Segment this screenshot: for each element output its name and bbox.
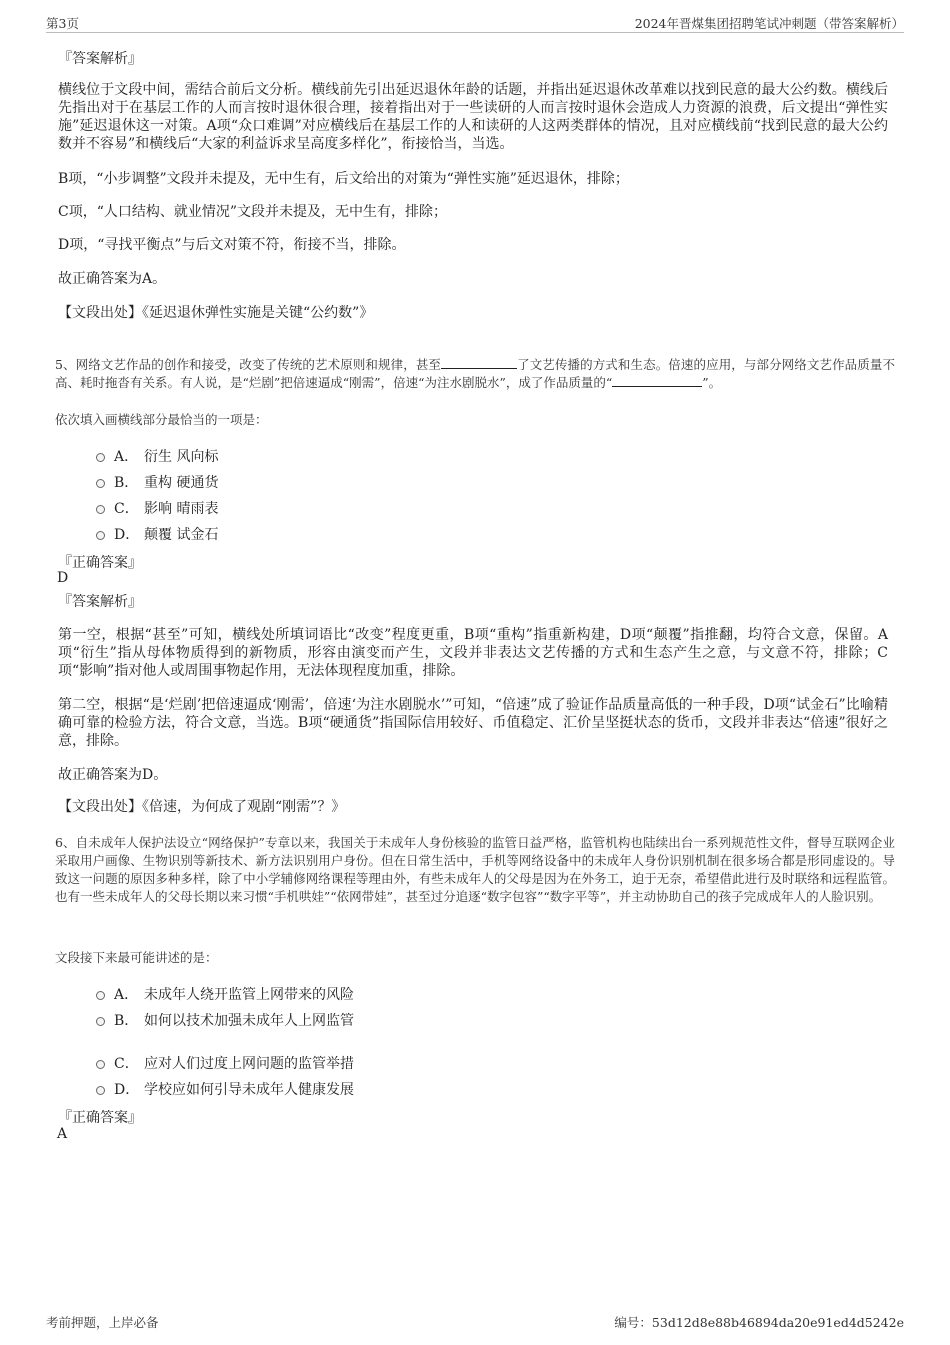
q4-option-b-note: B项，“小步调整”文段并未提及，无中生有，后文给出的对策为“弹性实施”延迟退休，排除；: [58, 171, 629, 187]
option-letter: C．: [114, 1056, 139, 1072]
q5-answer-title: 『正确答案』: [58, 555, 142, 571]
q5-option-d[interactable]: [96, 524, 218, 544]
q4-source: 【文段出处】《延迟退休弹性实施是关键“公约数”》: [58, 305, 374, 321]
radio-button[interactable]: [96, 991, 105, 1000]
q5-stem: [55, 356, 895, 392]
q4-analysis-text: 横线位于文段中间，需结合前后文分析。横线前先引出延迟退休年龄的话题，并指出延迟退休改革难以找到民意的最大公约数。横线后先指出对于在基层工作的人而言按时退休很合理，接着指出对于一些读研的人而言按时退休会造成人力资源的浪费，后文提出“弹性实施”延迟退休这一对策。A项“众口难调”对应横线后在基层工作的人和读研的人这两类群体的情况，且对应横线前“找到民意的最大公约数并不容易”和横线后“大家的利益诉求呈高度多样化”，衔接恰当，当选。: [58, 82, 888, 152]
q5-stem-part3: ”。: [702, 375, 722, 390]
option-letter: D．: [114, 527, 140, 543]
option-text: 未成年人绕开监管上网带来的风险: [144, 987, 354, 1003]
q5-option-a[interactable]: [96, 446, 218, 466]
q6-answer-title: 『正确答案』: [58, 1110, 142, 1126]
q5-blank-1[interactable]: [441, 356, 517, 369]
radio-button[interactable]: [96, 1060, 105, 1069]
q5-stem-part1: 5、网络文艺作品的创作和接受，改变了传统的艺术原则和规律，甚至: [55, 357, 442, 372]
q6-stem: 6、自未成年人保护法设立“网络保护”专章以来，我国关于未成年人身份核验的监管日益严格，监管机构也陆续出台一系列规范性文件，督导互联网企业采取用户画像、生物识别等新技术、新方法识别用户身份。但在日常生活中，手机等网络设备中的未成年人身份识别机制在很多场合都是形同虚设的。导致这一问题的原因多种多样，除了中小学辅修网络课程等理由外，有些未成年人的父母是因为在外务工，迫于无奈，希望借此进行及时联络和远程监管。也有一些未成年人的父母长期以来习惯“手机哄娃”“依网带娃”，甚至过分追逐“数字包容”“数字平等”，并主动协助自己的孩子完成成年人的人脸识别。: [55, 835, 895, 904]
option-letter: A．: [114, 987, 139, 1003]
page-number: 第3页: [46, 16, 79, 31]
q6-option-a[interactable]: [96, 984, 354, 1004]
q4-analysis-title: 『答案解析』: [58, 51, 142, 67]
radio-button[interactable]: [96, 505, 105, 514]
q5-analysis-title: 『答案解析』: [58, 594, 142, 610]
option-text: 学校应如何引导未成年人健康发展: [144, 1082, 354, 1098]
q5-source: 【文段出处】《倍速，为何成了观剧“刚需”？》: [58, 799, 346, 815]
option-text: 颠覆 试金石: [144, 527, 219, 543]
radio-button[interactable]: [96, 1086, 105, 1095]
q5-answer: D: [57, 570, 69, 586]
document-title: 2024年晋煤集团招聘笔试冲刺题（带答案解析）: [634, 16, 904, 31]
q4-conclusion: 故正确答案为A。: [58, 271, 167, 287]
radio-button[interactable]: [96, 1017, 105, 1026]
q6-answer: A: [57, 1126, 68, 1142]
q5-option-c[interactable]: [96, 498, 218, 518]
q5-option-b[interactable]: [96, 472, 218, 492]
option-letter: C．: [114, 501, 139, 517]
option-letter: B．: [114, 475, 139, 491]
option-text: 应对人们过度上网问题的监管举措: [144, 1056, 354, 1072]
option-letter: D．: [114, 1082, 140, 1098]
footer-slogan: 考前押题，上岸必备: [46, 1315, 159, 1330]
option-text: 如何以技术加强未成年人上网监管: [144, 1013, 354, 1029]
q5-blank-2[interactable]: [612, 374, 702, 387]
q5-prompt: 依次填入画横线部分最恰当的一项是：: [55, 412, 268, 427]
option-text: 衍生 风向标: [144, 449, 219, 465]
radio-button[interactable]: [96, 531, 105, 540]
document-id: 编号：53d12d8e88b46894da20e91ed4d5242e: [614, 1315, 904, 1330]
page-footer: [46, 1313, 904, 1331]
q5-analysis-1: 第一空，根据“甚至”可知，横线处所填词语比“改变”程度更重，B项“重构”指重新构建，D项“颠覆”指推翻，均符合文意，保留。A项“衍生”指从母体物质得到的新物质，形容由演变而产生，文段并非表达文艺传播的方式和生态产生之意，与文意不符，排除；C项“影响”指对他人或周围事物起作用，无法体现程度加重，排除。: [58, 627, 888, 679]
q5-analysis-2: 第二空，根据“是‘烂剧’把倍速逼成‘刚需’，倍速‘为注水剧脱水’”可知，“倍速”成了验证作品质量高低的一种手段，D项“试金石”比喻精确可靠的检验方法，符合文意，当选。B项“硬通货”指国际信用较好、币值稳定、汇价呈坚挺状态的货币，文段并非表达“倍速”很好之意，排除。: [58, 697, 888, 749]
q5-stem-part2: 了文艺传播的方式和生态。倍速的应用，与部分网络文艺作品质量不高、耗时拖沓有关系。有人说，是“烂剧”把倍速逼成“刚需”，倍速“为注水剧脱水”，成了作品质量的“: [55, 357, 895, 390]
radio-button[interactable]: [96, 479, 105, 488]
option-letter: B．: [114, 1013, 139, 1029]
q4-option-d-note: D项，“寻找平衡点”与后文对策不符，衔接不当，排除。: [58, 237, 406, 253]
q6-option-d[interactable]: [96, 1079, 354, 1099]
q6-option-c[interactable]: [96, 1053, 354, 1073]
option-text: 重构 硬通货: [144, 475, 219, 491]
page-header: [46, 12, 904, 33]
q6-option-b[interactable]: [96, 1010, 354, 1030]
option-text: 影响 晴雨表: [144, 501, 219, 517]
q4-option-c-note: C项，“人口结构、就业情况”文段并未提及，无中生有，排除；: [58, 204, 448, 220]
q5-conclusion: 故正确答案为D。: [58, 767, 168, 783]
radio-button[interactable]: [96, 453, 105, 462]
q6-prompt: 文段接下来最可能讲述的是：: [55, 950, 218, 965]
option-letter: A．: [114, 449, 139, 465]
